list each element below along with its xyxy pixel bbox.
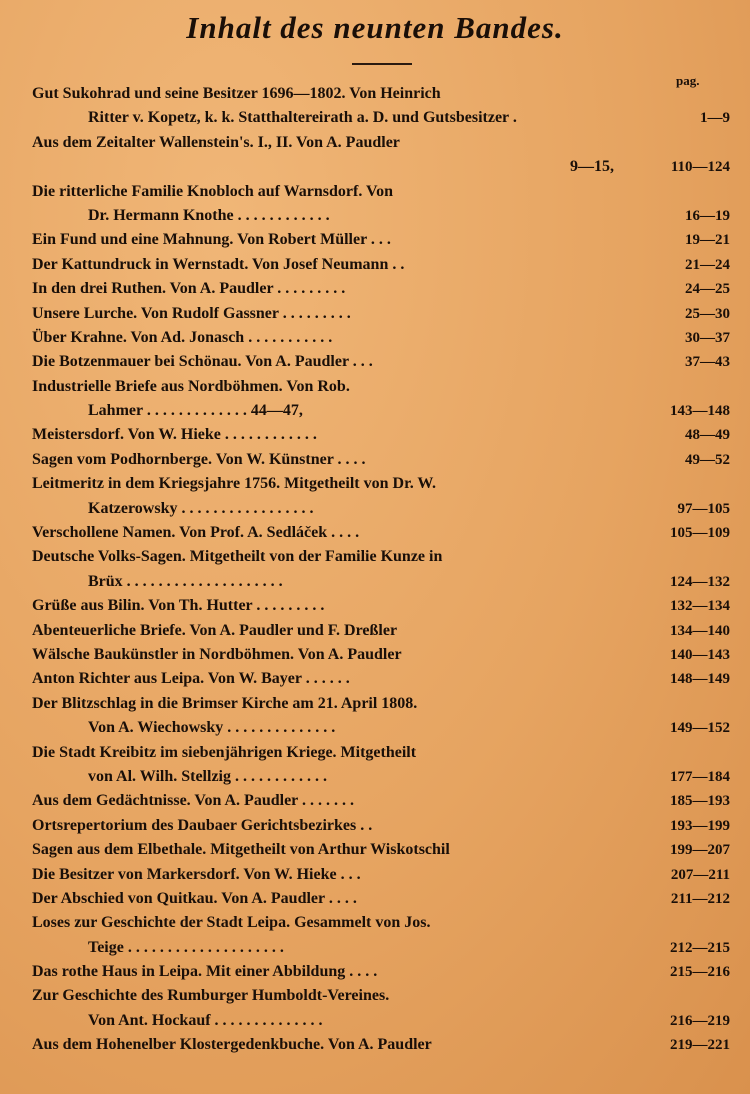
toc-entry-text: Teige . . . . . . . . . . . . . . . . . . . . (88, 938, 284, 956)
toc-line (32, 204, 732, 228)
toc-entry-text: Deutsche Volks-Sagen. Mitgetheilt von der Familie Kunze in (32, 548, 443, 566)
toc-entry-text: Die Stadt Kreibitz im siebenjährigen Kriege. Mitgetheilt (32, 743, 417, 761)
toc-page-range: 140—143 (670, 646, 730, 663)
toc-entry-text: 9—15, (570, 158, 614, 176)
toc-entry-text: Sagen aus dem Elbethale. Mitgetheilt von Arthur Wiskotschil (32, 841, 450, 859)
toc-page-range: 143—148 (670, 403, 730, 420)
toc-page-range: 97—105 (677, 500, 730, 517)
toc-entry-text: Das rothe Haus in Leipa. Mit einer Abbildung . . . . (32, 963, 378, 981)
toc-line (32, 863, 732, 887)
toc-page-range: 124—132 (670, 573, 730, 590)
toc-entry-text: Die Botzenmauer bei Schönau. Von A. Paudler . . . (32, 353, 373, 371)
toc-line (32, 1009, 732, 1033)
toc-line (32, 326, 732, 350)
toc-line (32, 106, 732, 130)
toc-entry-text: Anton Richter aus Leipa. Von W. Bayer . . . . . . (32, 670, 350, 688)
toc-entry-text: Zur Geschichte des Rumburger Humboldt-Vereines. (32, 987, 390, 1005)
toc-line (32, 82, 732, 106)
toc-entry-text: Grüße aus Bilin. Von Th. Hutter . . . . . . . . . (32, 597, 325, 615)
toc-entry-text: Sagen vom Podhornberge. Von W. Künstner . . . . (32, 450, 366, 468)
toc-entry-text: Aus dem Hohenelber Klostergedenkbuche. Von A. Paudler (32, 1036, 432, 1054)
toc-page-range: 134—140 (670, 622, 730, 639)
toc-line (32, 911, 732, 935)
toc-line (32, 1033, 732, 1057)
toc-page-range: 219—221 (670, 1037, 730, 1054)
toc-page-range: 148—149 (670, 671, 730, 688)
toc-page-range: 212—215 (670, 939, 730, 956)
toc-line (32, 619, 732, 643)
toc-line (32, 472, 732, 496)
toc-entry-text: Wälsche Baukünstler in Nordböhmen. Von A. Paudler (32, 645, 402, 663)
toc-entry-text: Ortsrepertorium des Daubaer Gerichtsbezirkes . . (32, 816, 373, 834)
toc-line (32, 765, 732, 789)
toc-entry-text: Katzerowsky . . . . . . . . . . . . . . . . . (88, 499, 314, 517)
toc-line (32, 789, 732, 813)
toc-entry-text: Die Besitzer von Markersdorf. Von W. Hieke . . . (32, 865, 361, 883)
toc-page-range: 49—52 (685, 451, 730, 468)
toc-line (32, 228, 732, 252)
page-title: Inhalt des neunten Bandes. (186, 10, 564, 45)
toc-entry-text: Der Kattundruck in Wernstadt. Von Josef Neumann . . (32, 255, 405, 273)
toc-entry-text: Dr. Hermann Knothe . . . . . . . . . . . . (88, 206, 330, 224)
toc-entry-text: Abenteuerliche Briefe. Von A. Paudler und F. Dreßler (32, 621, 398, 639)
toc-line (32, 253, 732, 277)
toc-page-range: 48—49 (685, 427, 730, 444)
toc-page-range: 177—184 (670, 768, 730, 785)
toc-line (32, 521, 732, 545)
toc-entry-text: Gut Sukohrad und seine Besitzer 1696—1802. Von Heinrich (32, 85, 441, 102)
toc-line (32, 545, 732, 569)
toc-page-range: 16—19 (685, 207, 730, 224)
toc-page-range: 110—124 (670, 159, 730, 176)
toc-entry-text: Die ritterliche Familie Knobloch auf Warnsdorf. Von (32, 182, 394, 200)
toc-entry-text: Ein Fund und eine Mahnung. Von Robert Müller . . . (32, 231, 391, 249)
toc-entry-text: Ritter v. Kopetz, k. k. Statthaltereirath a. D. und Gutsbesitzer . (88, 109, 517, 127)
toc-entry-text: Von Ant. Hockauf . . . . . . . . . . . . . . (88, 1011, 323, 1029)
toc-page-range: 193—199 (670, 817, 730, 834)
toc-entry-text: In den drei Ruthen. Von A. Paudler . . . . . . . . . (32, 280, 346, 298)
toc-line (32, 155, 732, 179)
pag-label: pag. (676, 73, 700, 88)
toc-entry-text: Aus dem Zeitalter Wallenstein's. I., II. Von A. Paudler (32, 133, 400, 151)
toc-line (32, 692, 732, 716)
table-of-contents (32, 82, 732, 1058)
toc-line (32, 570, 732, 594)
toc-entry-text: Über Krahne. Von Ad. Jonasch . . . . . . . . . . . (32, 328, 333, 346)
toc-line (32, 667, 732, 691)
toc-page-range: 211—212 (670, 890, 730, 907)
toc-page-range: 25—30 (685, 305, 730, 322)
toc-line (32, 643, 732, 667)
toc-entry-text: von Al. Wilh. Stellzig . . . . . . . . . . . . (88, 767, 327, 785)
toc-page-range: 37—43 (685, 354, 730, 371)
toc-entry-text: Loses zur Geschichte der Stadt Leipa. Gesammelt von Jos. (32, 914, 431, 932)
toc-page-range: 30—37 (685, 329, 730, 346)
toc-line (32, 497, 732, 521)
toc-line (32, 716, 732, 740)
toc-page-range: 216—219 (670, 1012, 730, 1029)
toc-line (32, 131, 732, 155)
toc-page-range: 185—193 (670, 793, 730, 810)
toc-line (32, 936, 732, 960)
toc-entry-text: Lahmer . . . . . . . . . . . . . 44—47, (88, 402, 303, 420)
toc-page-range: 24—25 (685, 281, 730, 298)
toc-line (32, 838, 732, 862)
toc-entry-text: Unsere Lurche. Von Rudolf Gassner . . . . . . . . . (32, 304, 351, 322)
title-rule (352, 63, 412, 65)
toc-entry-text: Der Blitzschlag in die Brimser Kirche am 21. April 1808. (32, 694, 418, 712)
toc-line (32, 180, 732, 204)
toc-page-range: 215—216 (670, 964, 730, 981)
toc-line (32, 984, 732, 1008)
toc-line (32, 375, 732, 399)
toc-page-range: 149—152 (670, 720, 730, 737)
toc-page-range: 199—207 (670, 842, 730, 859)
toc-entry-text: Meistersdorf. Von W. Hieke . . . . . . . . . . . . (32, 426, 317, 444)
toc-page-range: 132—134 (670, 598, 730, 615)
toc-entry-text: Brüx . . . . . . . . . . . . . . . . . . . . (88, 572, 283, 590)
toc-entry-text: Leitmeritz in dem Kriegsjahre 1756. Mitgetheilt von Dr. W. (32, 475, 436, 493)
toc-page-range: 207—211 (670, 866, 730, 883)
toc-entry-text: Verschollene Namen. Von Prof. A. Sedláček . . . . (32, 524, 360, 542)
toc-entry-text: Der Abschied von Quitkau. Von A. Paudler . . . . (32, 889, 357, 907)
toc-line (32, 399, 732, 423)
toc-line (32, 302, 732, 326)
toc-line (32, 448, 732, 472)
toc-line (32, 960, 732, 984)
toc-entry-text: Industrielle Briefe aus Nordböhmen. Von Rob. (32, 377, 350, 395)
toc-line (32, 594, 732, 618)
toc-line (32, 423, 732, 447)
toc-line (32, 350, 732, 374)
toc-entry-text: Aus dem Gedächtnisse. Von A. Paudler . . . . . . . (32, 792, 354, 810)
toc-line (32, 277, 732, 301)
toc-page-range: 105—109 (670, 525, 730, 542)
toc-line (32, 741, 732, 765)
toc-line (32, 814, 732, 838)
toc-line (32, 887, 732, 911)
toc-page-range: 1—9 (700, 110, 730, 127)
toc-entry-text: Von A. Wiechowsky . . . . . . . . . . . . . . (88, 719, 336, 737)
toc-page-range: 21—24 (685, 256, 730, 273)
toc-page-range: 19—21 (685, 232, 730, 249)
